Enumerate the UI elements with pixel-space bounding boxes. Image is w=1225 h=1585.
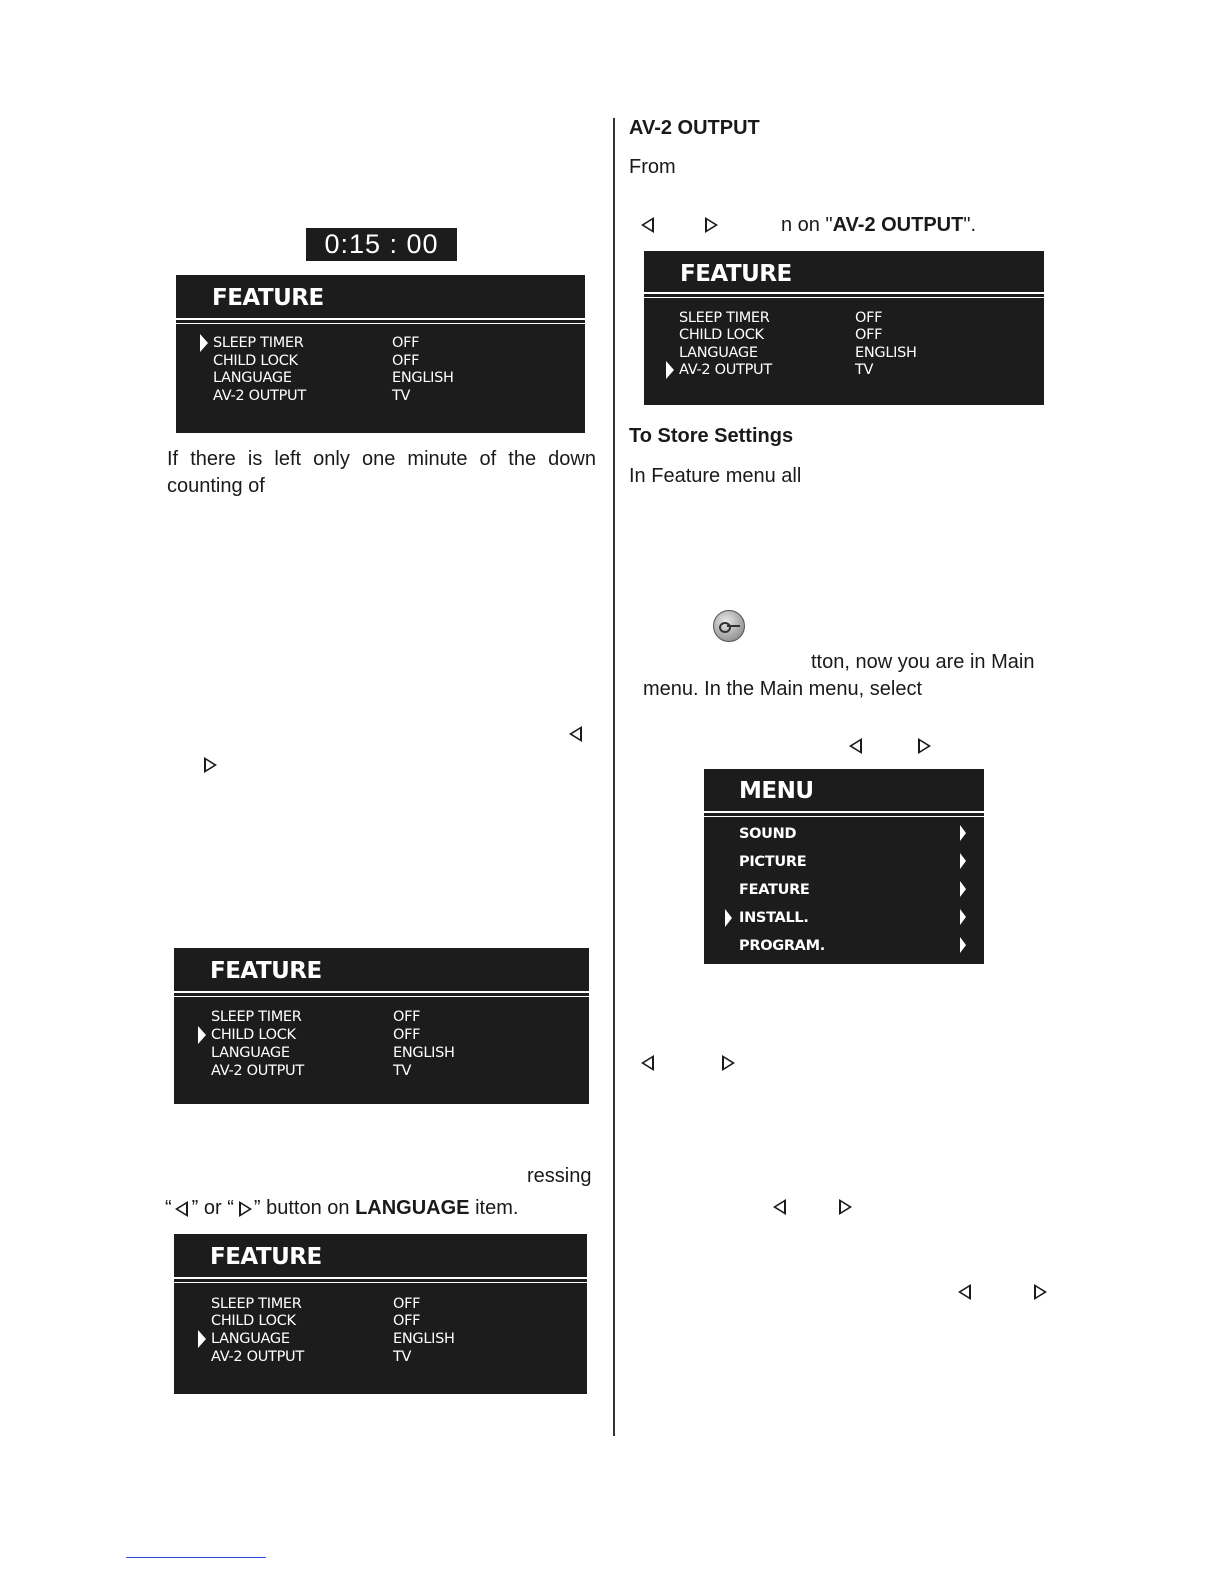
right-arrow-icon [705,217,718,233]
osd-title: FEATURE [212,285,324,311]
left-arrow-icon [849,738,862,754]
submenu-arrow-icon [960,881,966,897]
language-instruction: “ ” or “ ” button on LANGUAGE item. [165,1197,519,1219]
pointer-icon [198,1026,206,1044]
osd-title: MENU [739,778,814,804]
store-settings-heading: To Store Settings [629,425,794,447]
sleep-timer-text-line2: counting of [167,475,265,497]
main-menu-text-line2: menu. In the Main menu, select [643,678,923,700]
av2-output-heading: AV-2 OUTPUT [629,117,760,139]
remote-button-icon [713,610,745,642]
sleep-timer-text-line1: If there is left only one minute of the down [167,448,596,470]
main-menu-osd: MENU SOUND PICTURE FEATURE INSTALL. PROGRAM. [704,769,984,964]
left-arrow-icon [641,1055,654,1071]
osd-title: FEATURE [680,261,792,287]
pointer-icon [198,1330,206,1348]
main-menu-text-line1: tton, now you are in Main [811,651,1035,673]
left-arrow-icon [641,217,654,233]
right-arrow-icon [1034,1284,1047,1300]
right-arrow-icon [204,757,217,773]
feature-menu-osd-childlock: FEATURE SLEEP TIMER OFF CHILD LOCK OFF LANGUAGE ENGLISH AV-2 OUTPUT TV [174,948,589,1104]
store-settings-text: In Feature menu all [629,465,802,487]
osd-title: FEATURE [210,958,322,984]
language-text-fragment: ressing [527,1165,592,1187]
submenu-arrow-icon [960,909,966,925]
av2-from-text: From [629,156,676,178]
right-arrow-icon [918,738,931,754]
pointer-icon [725,909,732,927]
osd-title: FEATURE [210,1244,322,1270]
left-arrow-icon [569,726,582,742]
submenu-arrow-icon [960,825,966,841]
submenu-arrow-icon [960,853,966,869]
submenu-arrow-icon [960,937,966,953]
feature-menu-osd-sleep: FEATURE SLEEP TIMER OFF CHILD LOCK OFF LANGUAGE ENGLISH AV-2 OUTPUT TV [176,275,585,433]
footer-link-underline [126,1557,266,1558]
left-arrow-icon [773,1199,786,1215]
right-arrow-icon [722,1055,735,1071]
sleep-timer-display: 0:15 : 00 [306,228,457,261]
pointer-icon [200,334,208,352]
pointer-icon [666,361,674,379]
column-divider [613,118,615,1436]
left-arrow-icon [958,1284,971,1300]
feature-menu-osd-av2: FEATURE SLEEP TIMER OFF CHILD LOCK OFF LANGUAGE ENGLISH AV-2 OUTPUT TV [644,251,1044,405]
av2-instruction: n on "AV-2 OUTPUT". [781,214,977,236]
feature-menu-osd-language: FEATURE SLEEP TIMER OFF CHILD LOCK OFF LANGUAGE ENGLISH AV-2 OUTPUT TV [174,1234,587,1394]
right-arrow-icon [839,1199,852,1215]
